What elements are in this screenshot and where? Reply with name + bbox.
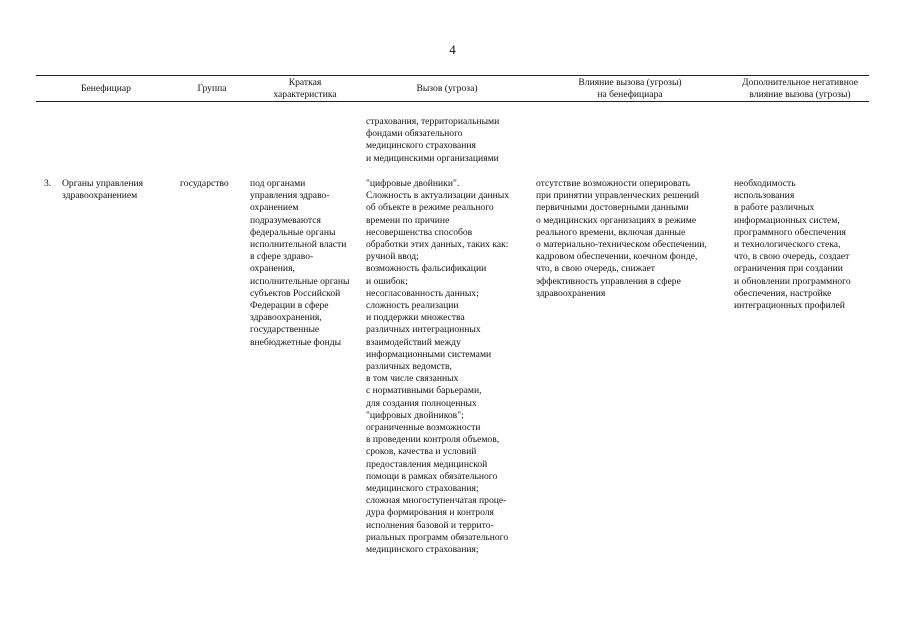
row-summary-cell: под органами управления здраво- охранением подразумеваются федеральные органы исполнительной власти в сфере здраво- охранения, исполнительные органы субъектов Российской Федерации в сфере здравоохранения, государственные внебюджетные фонды [250,178,350,348]
row-group-cell: государство [180,178,229,189]
table-header-bottom-rule [36,101,869,102]
continued-challenge-cell: страхования, территориальными фондами обязательного медицинского страхования и медицинскими организациями [366,116,500,164]
header-group: Группа [197,83,227,94]
header-summary: Краткая характеристика [273,77,337,100]
header-beneficiary: Бенефициар [81,83,131,94]
page-number: 4 [449,42,456,57]
table-header-top-rule [36,75,869,76]
row-beneficiary-cell: Органы управления здравоохранением [62,178,144,202]
header-impact: Влияние вызова (угрозы) на бенефициара [578,77,682,100]
header-challenge: Вызов (угроза) [416,83,478,94]
row-negative-impact-cell: необходимость использования в работе различных информационных систем, программного обеспечения и технологического стека, что, в свою очередь, создает ограничения при создании и обновлении программного обеспечения, настройке интеграционных профилей [734,178,851,312]
row-impact-cell: отсутствие возможности оперировать при принятии управленческих решений первичными достоверными данными о медицинских организациях в режиме реального времени, включая данные о материально-техническом обеспечении, кадровом обеспечении, коечном фонде, что, в свою очередь, снижает эффективность управления в сфере здравоохранения [536,178,707,299]
row-challenge-cell: "цифровые двойники". Сложность в актуализации данных об объекте в режиме реального времени по причине несовершенства способов обработки этих данных, таких как: ручной ввод; возможность фальсификации и ошибок; несогласованность данных; сложность реализации и поддержки множества различных интеграционных взаимодействий между информационными системами различных ведомств, в том числе связанных с нормативными барьерами, для создания полноценных "цифровых двойников"; ограниченные возможности в проведении контроля объемов, сроков, качества и условий предоставления медицинской помощи в рамках обязательного медицинского страхования; сложная многоступенчатая проце- дура формирования и контроля исполнения базовой и террито- риальных программ обязательного медицинского страхования; [366,178,509,556]
row-number: 3. [44,178,52,189]
header-negative-impact: Дополнительное негативное влияние вызова (угрозы) [741,77,859,100]
